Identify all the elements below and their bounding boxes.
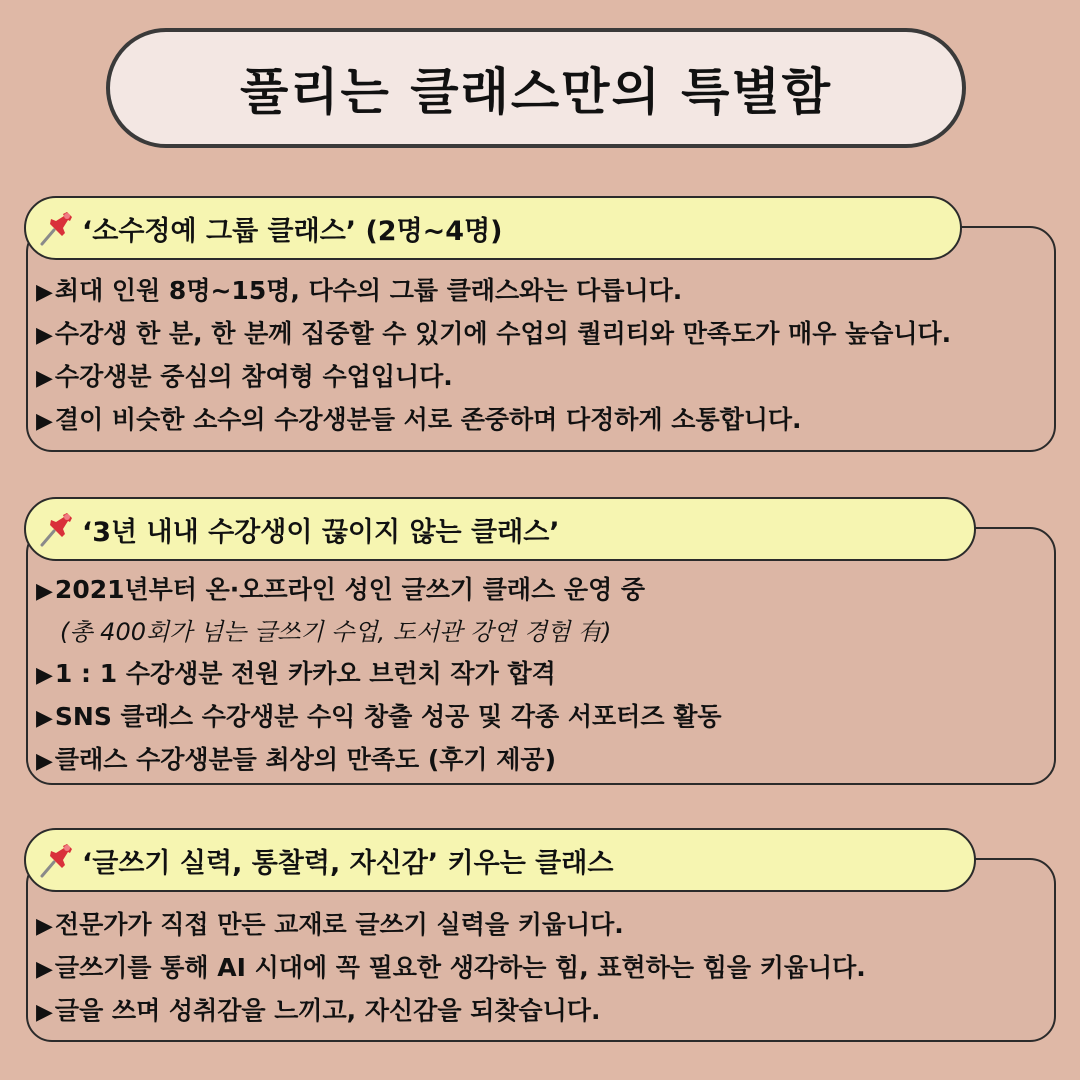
bullet-arrow-icon: ▶ [36, 579, 53, 604]
list-item: ▶결이 비슷한 소수의 수강생분들 서로 존중하며 다정하게 소통합니다. [36, 405, 802, 434]
bullet-arrow-icon: ▶ [36, 280, 53, 305]
bullet-arrow-icon: ▶ [36, 323, 53, 348]
pushpin-icon [36, 840, 76, 880]
list-item: ▶글쓰기를 통해 AI 시대에 꼭 필요한 생각하는 힘, 표현하는 힘을 키웁니다. [36, 953, 866, 982]
bullet-arrow-icon: ▶ [36, 409, 53, 434]
list-item: ▶SNS 클래스 수강생분 수익 창출 성공 및 각종 서포터즈 활동 [36, 702, 722, 731]
section-writing-skills [24, 828, 1056, 1044]
list-item: ▶전문가가 직접 만든 교재로 글쓰기 실력을 키웁니다. [36, 910, 624, 939]
pushpin-icon [36, 208, 76, 248]
section-heading [24, 497, 976, 561]
title-banner [106, 28, 966, 148]
section-body [26, 527, 1056, 785]
section-heading-text: ‘3년 내내 수강생이 끊이지 않는 클래스’ [82, 516, 560, 548]
list-item: ▶클래스 수강생분들 최상의 만족도 (후기 제공) [36, 745, 556, 774]
list-item-note: (총 400회가 넘는 글쓰기 수업, 도서관 강연 경험 有) [60, 618, 612, 646]
section-small-group [24, 196, 1056, 454]
list-item: ▶수강생분 중심의 참여형 수업입니다. [36, 362, 453, 391]
section-heading [24, 196, 962, 260]
bullet-arrow-icon: ▶ [36, 706, 53, 731]
section-heading-text: ‘글쓰기 실력, 통찰력, 자신감’ 키우는 클래스 [82, 847, 614, 879]
list-item: ▶1 : 1 수강생분 전원 카카오 브런치 작가 합격 [36, 659, 556, 688]
list-item: ▶수강생 한 분, 한 분께 집중할 수 있기에 수업의 퀄리티와 만족도가 매우 높습니다. [36, 319, 952, 348]
bullet-arrow-icon: ▶ [36, 366, 53, 391]
section-heading [24, 828, 976, 892]
bullet-arrow-icon: ▶ [36, 1000, 53, 1025]
bullet-arrow-icon: ▶ [36, 914, 53, 939]
section-heading-text: ‘소수정예 그룹 클래스’ (2명~4명) [82, 215, 503, 247]
page-title: 풀리는 클래스만의 특별함 [239, 63, 833, 121]
list-item: ▶2021년부터 온·오프라인 성인 글쓰기 클래스 운영 중 [36, 575, 646, 604]
list-item: ▶최대 인원 8명~15명, 다수의 그룹 클래스와는 다릅니다. [36, 276, 683, 305]
list-item: ▶글을 쓰며 성취감을 느끼고, 자신감을 되찾습니다. [36, 996, 601, 1025]
bullet-arrow-icon: ▶ [36, 749, 53, 774]
bullet-arrow-icon: ▶ [36, 957, 53, 982]
bullet-arrow-icon: ▶ [36, 663, 53, 688]
section-long-running [24, 497, 1056, 787]
pushpin-icon [36, 509, 76, 549]
